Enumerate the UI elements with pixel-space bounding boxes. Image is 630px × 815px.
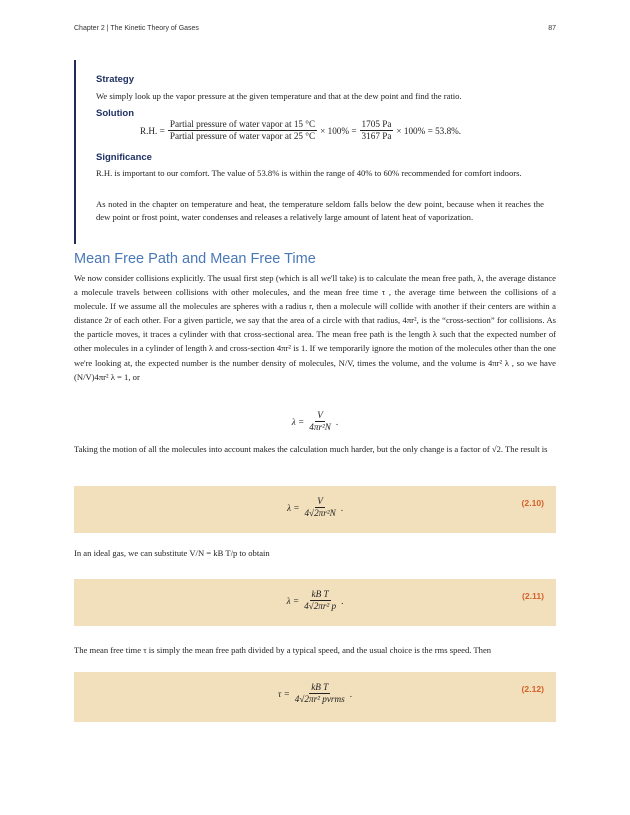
page-header (74, 25, 556, 32)
rh-equation (140, 119, 461, 142)
running-head: Chapter 2 | The Kinetic Theory of Gases (74, 25, 199, 32)
paragraph-root-two: Taking the motion of all the molecules into account makes the calculation much harder, but the only change is a factor of √2. The result is (74, 444, 548, 454)
eq-lhs: λ = (286, 595, 300, 606)
chapter-number: Chapter 2 (74, 25, 105, 32)
significance-text-1: R.H. is important to our comfort. The value of 53.8% is within the range of 40% to 60% recommended for comfort indoors. (96, 168, 522, 178)
rh-mid: × 100% = (320, 125, 357, 136)
eq-lhs: λ = (286, 502, 300, 513)
eq-numerator: kB T (311, 589, 329, 599)
paragraph-ideal-gas: In an ideal gas, we can substitute V/N = kB T/p to obtain (74, 548, 270, 558)
eq-lhs: τ = (277, 688, 290, 699)
eq-denominator: 4√2πr²N (304, 508, 336, 518)
equation-number: (2.12) (521, 684, 544, 694)
rh-fraction-values (360, 119, 394, 142)
rh-result: × 100% = 53.8%. (396, 125, 462, 136)
rh-label: R.H. = (140, 125, 165, 136)
eq-fraction (307, 410, 333, 433)
rh-denominator-value: 3167 Pa (361, 131, 392, 141)
page-number: 87 (548, 25, 556, 32)
eq-numerator: kB T (311, 682, 329, 692)
significance-heading: Significance (96, 152, 152, 163)
strategy-text: We simply look up the vapor pressure at the given temperature and that at the dew point and find the ratio. (96, 91, 462, 101)
eq-fraction (302, 589, 338, 612)
section-title: Mean Free Path and Mean Free Time (74, 251, 316, 267)
paragraph-mean-free-path: We now consider collisions explicitly. The usual first step (which is all we'll take) is to calculate the mean free path, λ, the average distance a molecule travels between collisions with other molecules, and the mean free time τ , the average time between the collisions of a molecule. If we assume all the molecules are spheres with a radius r, then a molecule will collide with another if their centers are within a distance 2r of each other. For a given particle, we say that the area of a circle with that radius, 4πr², is the “cross-section” for collisions. As the particle moves, it traces a cylinder with that cross-sectional area. The mean free path is the length λ such that the expected number of other molecules in a cylinder of length λ and cross-section 4πr² is 1. If we temporarily ignore the motion of the molecules other than the one we're looking at, the expected number is the number density of molecules, N/V, times the volume, and the volume is 4πr² λ , so we have (N/V)4πr² λ = 1, or (74, 273, 556, 382)
equation-number: (2.11) (522, 591, 544, 601)
equation-2-11: λ = $\frac{\text{kB T}}{\text{4√2πr² p}}$ . (286, 589, 344, 611)
strategy-heading: Strategy (96, 74, 135, 85)
eq-lhs: λ = (291, 416, 305, 427)
rh-fraction (168, 119, 317, 142)
paragraph-mean-free-time: The mean free time τ is simply the mean free path divided by a typical speed, and the usual choice is the rms speed. Then (74, 645, 492, 655)
eq-fraction (293, 682, 347, 705)
eq-denominator: 4√2πr² p (304, 601, 337, 611)
eq-denominator: 4πr²N (309, 422, 331, 432)
lambda-equation: λ = $\frac{V}{\text{4πr²N}}$ . (291, 410, 339, 432)
equation-2-10: λ = $\frac{V}{\text{4√2πr²N}}$ . (286, 496, 344, 518)
rh-numerator-value: 1705 Pa (361, 119, 392, 129)
eq-numerator: V (317, 410, 323, 420)
rh-numerator: Partial pressure of water vapor at 15 °C (169, 119, 316, 129)
equation-box-2-12 (74, 672, 556, 722)
eq-fraction (302, 496, 337, 519)
equation-2-12: τ = $\frac{\text{kB T}}{\text{4√2πr² pvrms}}$ . (277, 682, 352, 704)
equation-box-2-10 (74, 486, 556, 533)
eq-denominator: 4√2πr² pvrms (294, 694, 345, 704)
equation-number: (2.10) (521, 498, 544, 508)
example-block (74, 60, 556, 244)
rh-denominator: Partial pressure of water vapor at 25 °C (169, 131, 316, 141)
chapter-title: The Kinetic Theory of Gases (110, 25, 199, 32)
solution-heading: Solution (96, 108, 134, 119)
eq-numerator: V (317, 496, 323, 506)
significance-text-2: As noted in the chapter on temperature and heat, the temperature seldom falls below the dew point, because when it reaches the dew point or frost point, water condenses and releases a relatively large amount of latent heat of vaporization. (96, 199, 544, 222)
equation-box-2-11 (74, 579, 556, 626)
